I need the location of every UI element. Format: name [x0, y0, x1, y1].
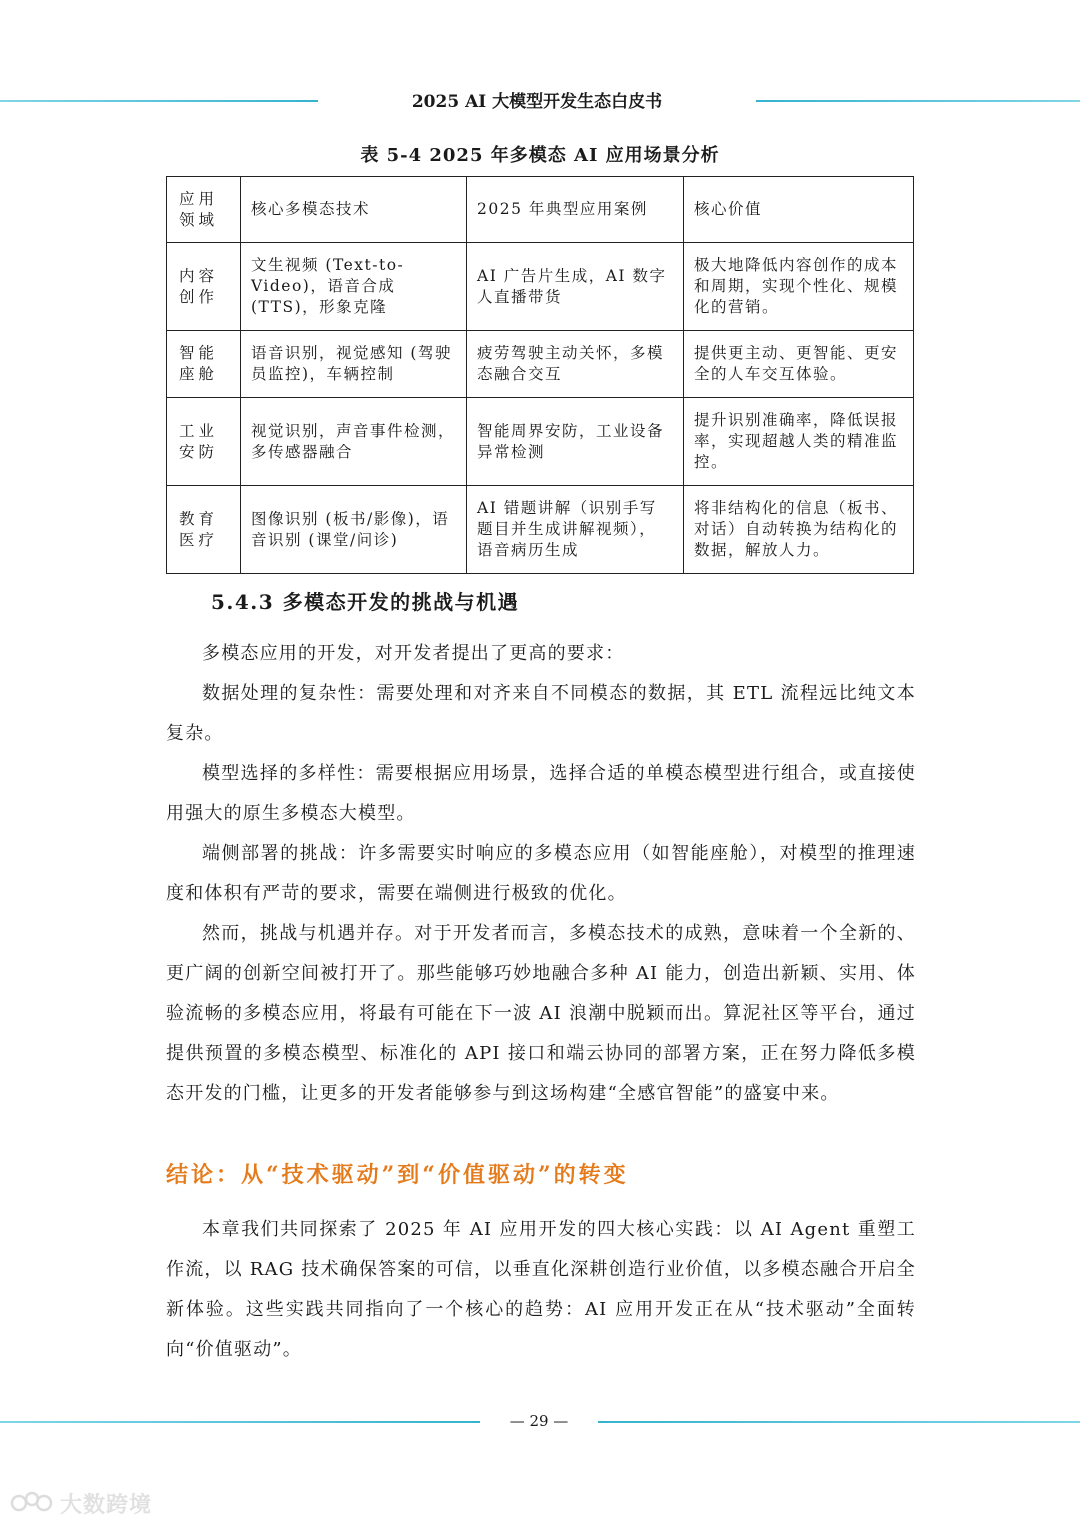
- table-cell: AI 广告片生成，AI 数字人直播带货: [467, 243, 684, 331]
- table-cell: 图像识别 (板书/影像)，语音识别 (课堂/问诊): [241, 486, 467, 574]
- table-header-cell: 核心多模态技术: [241, 177, 467, 243]
- scenario-table: [166, 176, 914, 574]
- table-cell: 语音识别，视觉感知 (驾驶员监控)，车辆控制: [241, 331, 467, 398]
- table-cell: 将非结构化的信息（板书、对话）自动转换为结构化的数据，解放人力。: [684, 486, 914, 574]
- table-caption: 表 5-4 2025 年多模态 AI 应用场景分析: [360, 145, 720, 166]
- table-cell: 提升识别准确率，降低误报率，实现超越人类的精准监控。: [684, 398, 914, 486]
- table-cell-domain: 智能座舱: [167, 331, 241, 398]
- conclusion-body: [166, 1210, 916, 1370]
- table-header-cell: 核心价值: [684, 177, 914, 243]
- paragraph: 多模态应用的开发，对开发者提出了更高的要求：: [202, 643, 625, 664]
- table-cell: 视觉识别，声音事件检测，多传感器融合: [241, 398, 467, 486]
- table-header-cell: 应用领域: [167, 177, 241, 243]
- table-cell-domain: 工业安防: [167, 398, 241, 486]
- section-heading: 5.4.3 多模态开发的挑战与机遇: [211, 590, 520, 614]
- paragraph: 本章我们共同探索了 2025 年 AI 应用开发的四大核心实践：以 AI Agent 重塑工作流，以 RAG 技术确保答案的可信，以垂直化深耕创造行业价值，以多模态融合开启全新体验。这些实践共同指向了一个核心的趋势：AI 应用开发正在从“技术驱动”全面转向“价值驱动”。: [166, 1219, 916, 1360]
- table-row: [167, 331, 914, 398]
- running-title: 2025 AI 大模型开发生态白皮书: [411, 92, 663, 112]
- section-body: [166, 634, 916, 1114]
- table-cell-domain: 内容创作: [167, 243, 241, 331]
- watermark-text: 大数跨境: [60, 1493, 153, 1518]
- table-header-row: [167, 177, 914, 243]
- table-header-cell: 2025 年典型应用案例: [467, 177, 684, 243]
- table-cell: 提供更主动、更智能、更安全的人车交互体验。: [684, 331, 914, 398]
- table-cell-domain: 教育医疗: [167, 486, 241, 574]
- header-line-right: [756, 100, 1080, 102]
- table-cell: AI 错题讲解（识别手写题目并生成讲解视频），语音病历生成: [467, 486, 684, 574]
- paragraph: 然而，挑战与机遇并存。对于开发者而言，多模态技术的成熟，意味着一个全新的、更广阔的创新空间被打开了。那些能够巧妙地融合多种 AI 能力，创造出新颖、实用、体验流畅的多模态应用，将最有可能在下一波 AI 浪潮中脱颖而出。算泥社区等平台，通过提供预置的多模态模型、标准化的 API 接口和端云协同的部署方案，正在努力降低多模态开发的门槛，让更多的开发者能够参与到这场构建“全感官智能”的盛宴中来。: [166, 923, 916, 1104]
- header-line-left: [0, 100, 318, 102]
- paragraph: 数据处理的复杂性：需要处理和对齐来自不同模态的数据，其 ETL 流程远比纯文本复杂。: [166, 683, 916, 744]
- table-cell: 文生视频 (Text-to-Video)，语音合成 (TTS)，形象克隆: [241, 243, 467, 331]
- table-cell: 疲劳驾驶主动关怀，多模态融合交互: [467, 331, 684, 398]
- paragraph: 端侧部署的挑战：许多需要实时响应的多模态应用（如智能座舱），对模型的推理速度和体积有严苛的要求，需要在端侧进行极致的优化。: [166, 843, 916, 904]
- paragraph: 模型选择的多样性：需要根据应用场景，选择合适的单模态模型进行组合，或直接使用强大的原生多模态大模型。: [166, 763, 916, 824]
- watermark: [10, 1488, 152, 1519]
- table-row: [167, 398, 914, 486]
- footer-line-right: [598, 1421, 1080, 1423]
- table-row: [167, 486, 914, 574]
- table-cell: 智能周界安防，工业设备异常检测: [467, 398, 684, 486]
- watermark-logo-icon: [10, 1489, 54, 1519]
- page-number: — 29 —: [509, 1412, 569, 1430]
- footer-line-left: [0, 1421, 480, 1423]
- table-row: [167, 243, 914, 331]
- conclusion-heading: 结论：从“技术驱动”到“价值驱动”的转变: [166, 1162, 629, 1188]
- table-cell: 极大地降低内容创作的成本和周期，实现个性化、规模化的营销。: [684, 243, 914, 331]
